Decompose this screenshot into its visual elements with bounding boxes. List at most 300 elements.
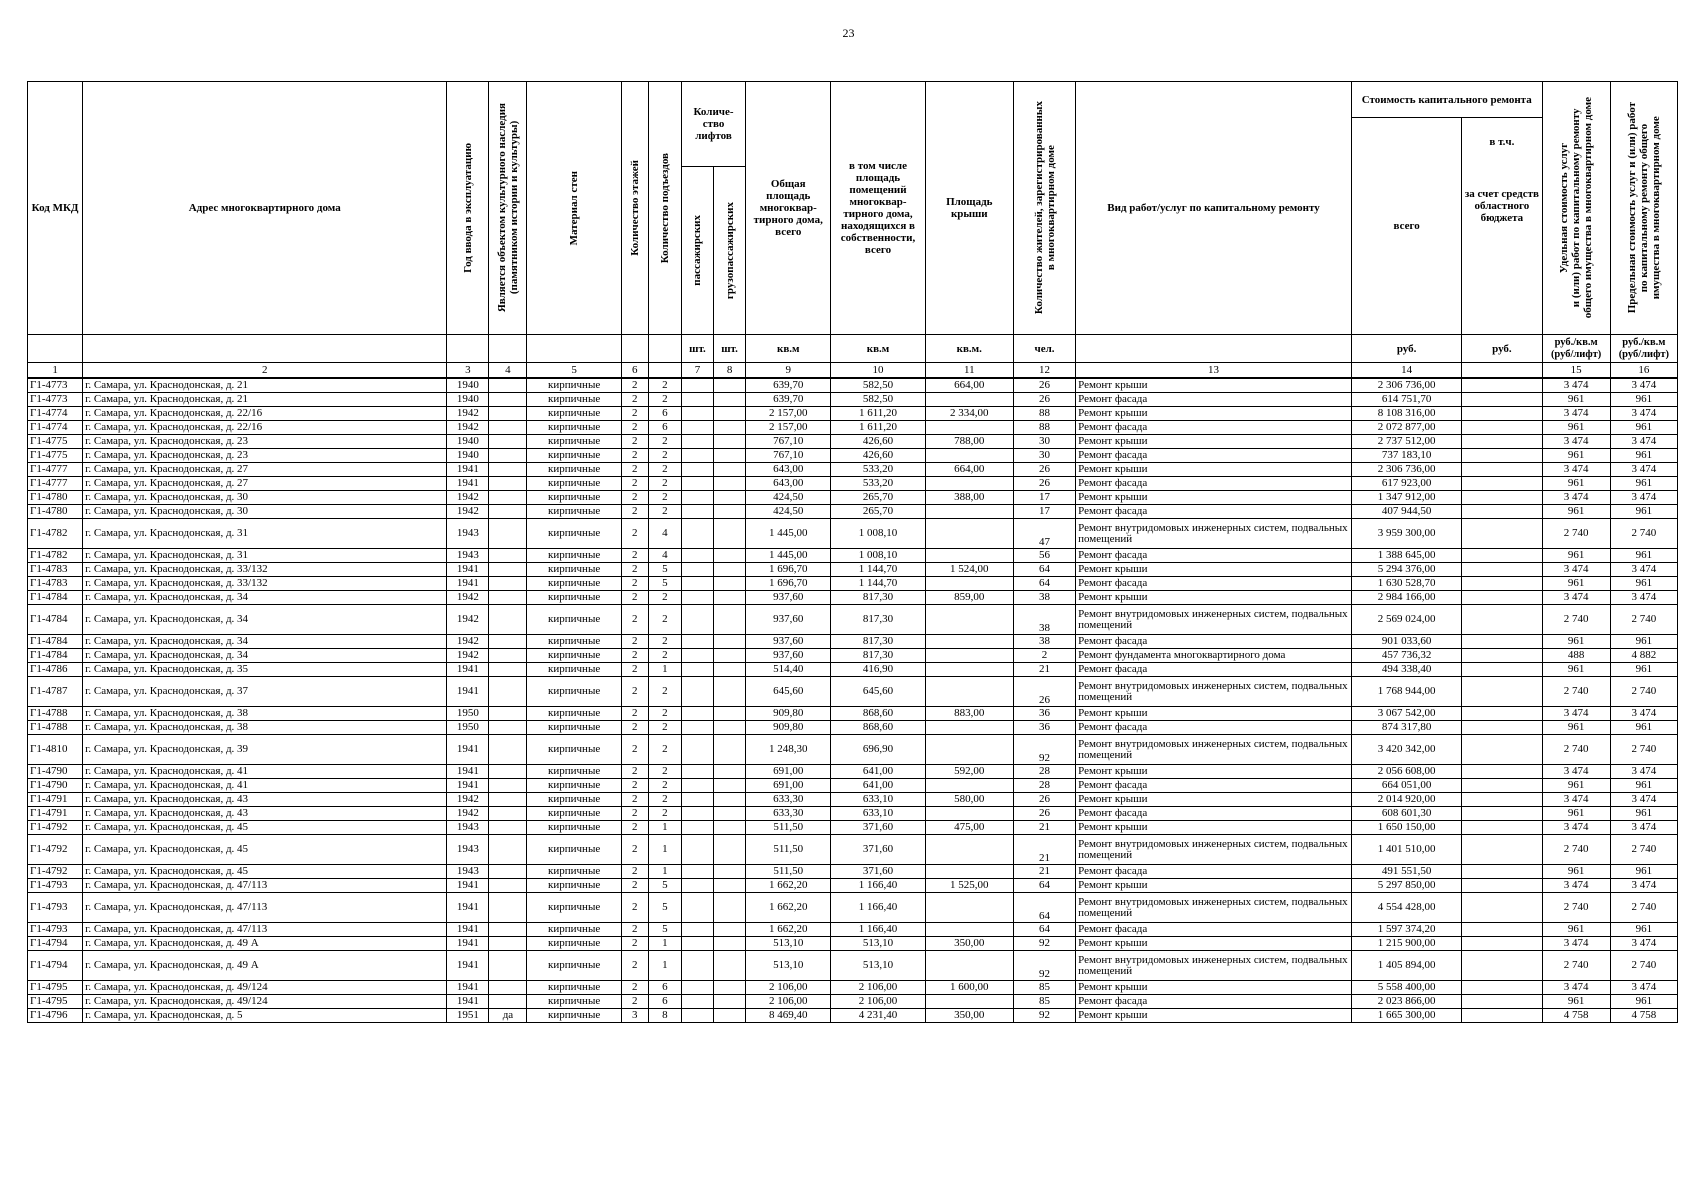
cell-heritage: да bbox=[489, 1009, 527, 1023]
cell-wall-material: кирпичные bbox=[527, 765, 621, 779]
cell-residents: 30 bbox=[1013, 449, 1075, 463]
cell-lifts-passenger bbox=[681, 821, 713, 835]
cell-mkd-code: Г1-4788 bbox=[28, 707, 83, 721]
cell-unit-cost: 3 474 bbox=[1542, 407, 1610, 421]
cell-owned-area: 633,10 bbox=[831, 793, 925, 807]
cell-roof-area bbox=[925, 393, 1013, 407]
cell-residents: 21 bbox=[1013, 865, 1075, 879]
cell-wall-material: кирпичные bbox=[527, 1009, 621, 1023]
cell-floors: 2 bbox=[621, 821, 648, 835]
table-row bbox=[28, 835, 1678, 865]
cell-owned-area: 2 106,00 bbox=[831, 995, 925, 1009]
column-number: 9 bbox=[746, 363, 831, 379]
cell-lifts-passenger bbox=[681, 865, 713, 879]
cell-mkd-code: Г1-4784 bbox=[28, 591, 83, 605]
cell-unit-cost: 3 474 bbox=[1542, 765, 1610, 779]
cell-unit-cost: 961 bbox=[1542, 865, 1610, 879]
cell-entrances: 2 bbox=[648, 378, 681, 393]
cell-entrances: 2 bbox=[648, 721, 681, 735]
cell-mkd-code: Г1-4782 bbox=[28, 519, 83, 549]
cell-lifts-cargo bbox=[714, 1009, 746, 1023]
cell-mkd-code: Г1-4786 bbox=[28, 663, 83, 677]
cell-floors: 2 bbox=[621, 663, 648, 677]
table-row bbox=[28, 635, 1678, 649]
cell-address: г. Самара, ул. Краснодонская, д. 35 bbox=[83, 663, 447, 677]
cell-floors: 2 bbox=[621, 721, 648, 735]
cell-address: г. Самара, ул. Краснодонская, д. 5 bbox=[83, 1009, 447, 1023]
cell-lifts-passenger bbox=[681, 378, 713, 393]
cell-lifts-passenger bbox=[681, 549, 713, 563]
cell-wall-material: кирпичные bbox=[527, 491, 621, 505]
cell-entrances: 2 bbox=[648, 463, 681, 477]
cell-floors: 2 bbox=[621, 591, 648, 605]
cell-heritage bbox=[489, 807, 527, 821]
cell-lifts-cargo bbox=[714, 635, 746, 649]
cell-total-area: 909,80 bbox=[746, 721, 831, 735]
cell-mkd-code: Г1-4775 bbox=[28, 435, 83, 449]
cell-year: 1940 bbox=[447, 393, 489, 407]
cell-lifts-cargo bbox=[714, 807, 746, 821]
cell-work-type: Ремонт крыши bbox=[1076, 821, 1352, 835]
cell-mkd-code: Г1-4793 bbox=[28, 879, 83, 893]
cell-unit-cost: 3 474 bbox=[1542, 707, 1610, 721]
cell-cost-regional bbox=[1462, 879, 1542, 893]
cell-wall-material: кирпичные bbox=[527, 393, 621, 407]
cell-roof-area: 350,00 bbox=[925, 1009, 1013, 1023]
cell-limit-cost: 961 bbox=[1610, 505, 1677, 519]
cell-address: г. Самара, ул. Краснодонская, д. 45 bbox=[83, 821, 447, 835]
cell-cost-total: 494 338,40 bbox=[1351, 663, 1461, 677]
header-year: Год ввода в эксплуатацию bbox=[461, 143, 474, 273]
cell-heritage bbox=[489, 393, 527, 407]
cell-floors: 2 bbox=[621, 393, 648, 407]
cell-year: 1942 bbox=[447, 491, 489, 505]
cell-heritage bbox=[489, 491, 527, 505]
cell-limit-cost: 961 bbox=[1610, 865, 1677, 879]
cell-address: г. Самара, ул. Краснодонская, д. 41 bbox=[83, 765, 447, 779]
cell-lifts-passenger bbox=[681, 765, 713, 779]
cell-year: 1940 bbox=[447, 435, 489, 449]
cell-owned-area: 426,60 bbox=[831, 449, 925, 463]
cell-entrances: 2 bbox=[648, 477, 681, 491]
unit-rub: руб. bbox=[1351, 335, 1461, 363]
cell-residents: 26 bbox=[1013, 807, 1075, 821]
cell-cost-total: 737 183,10 bbox=[1351, 449, 1461, 463]
cell-mkd-code: Г1-4791 bbox=[28, 793, 83, 807]
cell-owned-area: 371,60 bbox=[831, 821, 925, 835]
cell-entrances: 1 bbox=[648, 835, 681, 865]
cell-floors: 2 bbox=[621, 937, 648, 951]
cell-owned-area: 2 106,00 bbox=[831, 981, 925, 995]
cell-roof-area bbox=[925, 779, 1013, 793]
cell-lifts-passenger bbox=[681, 807, 713, 821]
cell-address: г. Самара, ул. Краснодонская, д. 30 bbox=[83, 505, 447, 519]
column-number: 1 bbox=[28, 363, 83, 379]
cell-residents: 26 bbox=[1013, 677, 1075, 707]
cell-unit-cost: 2 740 bbox=[1542, 951, 1610, 981]
cell-lifts-passenger bbox=[681, 563, 713, 577]
table-row bbox=[28, 937, 1678, 951]
cell-limit-cost: 2 740 bbox=[1610, 519, 1677, 549]
cell-cost-regional bbox=[1462, 721, 1542, 735]
table-row bbox=[28, 407, 1678, 421]
cell-address: г. Самара, ул. Краснодонская, д. 34 bbox=[83, 591, 447, 605]
cell-lifts-passenger bbox=[681, 407, 713, 421]
cell-lifts-cargo bbox=[714, 995, 746, 1009]
cell-roof-area bbox=[925, 835, 1013, 865]
cell-mkd-code: Г1-4792 bbox=[28, 821, 83, 835]
cell-work-type: Ремонт крыши bbox=[1076, 981, 1352, 995]
table-row bbox=[28, 463, 1678, 477]
cell-year: 1941 bbox=[447, 779, 489, 793]
cell-residents: 64 bbox=[1013, 563, 1075, 577]
cell-owned-area: 582,50 bbox=[831, 378, 925, 393]
cell-floors: 2 bbox=[621, 577, 648, 591]
cell-cost-total: 664 051,00 bbox=[1351, 779, 1461, 793]
cell-work-type: Ремонт фасада bbox=[1076, 923, 1352, 937]
cell-roof-area bbox=[925, 549, 1013, 563]
header-lifts-passenger: пассажирских bbox=[691, 215, 704, 286]
cell-year: 1950 bbox=[447, 707, 489, 721]
unit-people: чел. bbox=[1013, 335, 1075, 363]
cell-wall-material: кирпичные bbox=[527, 981, 621, 995]
cell-owned-area: 533,20 bbox=[831, 463, 925, 477]
cell-wall-material: кирпичные bbox=[527, 577, 621, 591]
cell-cost-total: 874 317,80 bbox=[1351, 721, 1461, 735]
cell-address: г. Самара, ул. Краснодонская, д. 33/132 bbox=[83, 563, 447, 577]
cell-mkd-code: Г1-4796 bbox=[28, 1009, 83, 1023]
cell-floors: 2 bbox=[621, 649, 648, 663]
cell-entrances: 1 bbox=[648, 951, 681, 981]
table-row bbox=[28, 549, 1678, 563]
cell-cost-total: 5 297 850,00 bbox=[1351, 879, 1461, 893]
cell-address: г. Самара, ул. Краснодонская, д. 34 bbox=[83, 649, 447, 663]
header-total-area: Общая площадь многоквар-тирного дома, всего bbox=[746, 82, 831, 335]
cell-heritage bbox=[489, 995, 527, 1009]
cell-lifts-cargo bbox=[714, 735, 746, 765]
cell-owned-area: 1 611,20 bbox=[831, 421, 925, 435]
cell-lifts-passenger bbox=[681, 923, 713, 937]
cell-cost-total: 901 033,60 bbox=[1351, 635, 1461, 649]
cell-work-type: Ремонт крыши bbox=[1076, 793, 1352, 807]
cell-heritage bbox=[489, 435, 527, 449]
cell-address: г. Самара, ул. Краснодонская, д. 45 bbox=[83, 865, 447, 879]
cell-year: 1941 bbox=[447, 879, 489, 893]
cell-entrances: 2 bbox=[648, 677, 681, 707]
cell-cost-regional bbox=[1462, 937, 1542, 951]
unit-rub: руб. bbox=[1462, 335, 1542, 363]
table-row bbox=[28, 865, 1678, 879]
cell-wall-material: кирпичные bbox=[527, 879, 621, 893]
cell-cost-regional bbox=[1462, 605, 1542, 635]
cell-lifts-passenger bbox=[681, 677, 713, 707]
cell-wall-material: кирпичные bbox=[527, 477, 621, 491]
cell-limit-cost: 3 474 bbox=[1610, 463, 1677, 477]
cell-address: г. Самара, ул. Краснодонская, д. 27 bbox=[83, 477, 447, 491]
cell-entrances: 1 bbox=[648, 865, 681, 879]
cell-heritage bbox=[489, 591, 527, 605]
cell-limit-cost: 961 bbox=[1610, 393, 1677, 407]
cell-owned-area: 1 008,10 bbox=[831, 549, 925, 563]
header-entrances: Количество подъездов bbox=[658, 152, 671, 264]
cell-work-type: Ремонт внутридомовых инженерных систем, подвальных помещений bbox=[1076, 893, 1352, 923]
cell-floors: 2 bbox=[621, 477, 648, 491]
cell-limit-cost: 3 474 bbox=[1610, 491, 1677, 505]
unit-sqm: кв.м bbox=[831, 335, 925, 363]
cell-residents: 17 bbox=[1013, 505, 1075, 519]
cell-residents: 47 bbox=[1013, 519, 1075, 549]
cell-cost-regional bbox=[1462, 407, 1542, 421]
cell-limit-cost: 961 bbox=[1610, 721, 1677, 735]
cell-entrances: 4 bbox=[648, 519, 681, 549]
cell-residents: 92 bbox=[1013, 937, 1075, 951]
cell-entrances: 1 bbox=[648, 821, 681, 835]
cell-mkd-code: Г1-4777 bbox=[28, 463, 83, 477]
capital-repair-table bbox=[27, 81, 1678, 1023]
cell-work-type: Ремонт внутридомовых инженерных систем, подвальных помещений bbox=[1076, 951, 1352, 981]
cell-unit-cost: 3 474 bbox=[1542, 435, 1610, 449]
cell-cost-regional bbox=[1462, 649, 1542, 663]
cell-floors: 2 bbox=[621, 865, 648, 879]
cell-limit-cost: 3 474 bbox=[1610, 981, 1677, 995]
cell-limit-cost: 961 bbox=[1610, 449, 1677, 463]
cell-year: 1941 bbox=[447, 477, 489, 491]
cell-floors: 2 bbox=[621, 995, 648, 1009]
cell-owned-area: 582,50 bbox=[831, 393, 925, 407]
cell-lifts-cargo bbox=[714, 879, 746, 893]
cell-cost-total: 2 056 608,00 bbox=[1351, 765, 1461, 779]
cell-residents: 64 bbox=[1013, 879, 1075, 893]
cell-lifts-cargo bbox=[714, 663, 746, 677]
cell-cost-total: 3 420 342,00 bbox=[1351, 735, 1461, 765]
cell-entrances: 2 bbox=[648, 765, 681, 779]
cell-year: 1942 bbox=[447, 605, 489, 635]
cell-roof-area bbox=[925, 951, 1013, 981]
cell-limit-cost: 961 bbox=[1610, 779, 1677, 793]
cell-total-area: 909,80 bbox=[746, 707, 831, 721]
cell-work-type: Ремонт фундамента многоквартирного дома bbox=[1076, 649, 1352, 663]
cell-total-area: 937,60 bbox=[746, 605, 831, 635]
cell-residents: 38 bbox=[1013, 635, 1075, 649]
cell-cost-total: 4 554 428,00 bbox=[1351, 893, 1461, 923]
cell-address: г. Самара, ул. Краснодонская, д. 49/124 bbox=[83, 995, 447, 1009]
unit-rub-per-sqm: руб./кв.м (руб/лифт) bbox=[1610, 335, 1677, 363]
cell-wall-material: кирпичные bbox=[527, 779, 621, 793]
cell-floors: 2 bbox=[621, 951, 648, 981]
header-cost-incl: в т.ч. bbox=[1489, 136, 1515, 148]
cell-year: 1941 bbox=[447, 765, 489, 779]
cell-roof-area: 592,00 bbox=[925, 765, 1013, 779]
cell-lifts-passenger bbox=[681, 491, 713, 505]
cell-work-type: Ремонт внутридомовых инженерных систем, подвальных помещений bbox=[1076, 677, 1352, 707]
cell-lifts-passenger bbox=[681, 793, 713, 807]
cell-lifts-passenger bbox=[681, 663, 713, 677]
cell-heritage bbox=[489, 779, 527, 793]
cell-work-type: Ремонт внутридомовых инженерных систем, подвальных помещений bbox=[1076, 605, 1352, 635]
cell-limit-cost: 961 bbox=[1610, 549, 1677, 563]
unit-pcs: шт. bbox=[714, 335, 746, 363]
cell-address: г. Самара, ул. Краснодонская, д. 22/16 bbox=[83, 421, 447, 435]
cell-wall-material: кирпичные bbox=[527, 505, 621, 519]
cell-address: г. Самара, ул. Краснодонская, д. 43 bbox=[83, 807, 447, 821]
cell-limit-cost: 961 bbox=[1610, 635, 1677, 649]
cell-total-area: 643,00 bbox=[746, 463, 831, 477]
cell-residents: 38 bbox=[1013, 591, 1075, 605]
cell-unit-cost: 3 474 bbox=[1542, 563, 1610, 577]
cell-address: г. Самара, ул. Краснодонская, д. 23 bbox=[83, 435, 447, 449]
cell-lifts-cargo bbox=[714, 378, 746, 393]
cell-cost-regional bbox=[1462, 563, 1542, 577]
cell-cost-total: 2 569 024,00 bbox=[1351, 605, 1461, 635]
cell-mkd-code: Г1-4794 bbox=[28, 937, 83, 951]
table-row bbox=[28, 1009, 1678, 1023]
cell-entrances: 1 bbox=[648, 663, 681, 677]
cell-work-type: Ремонт фасада bbox=[1076, 635, 1352, 649]
cell-lifts-cargo bbox=[714, 421, 746, 435]
cell-year: 1942 bbox=[447, 649, 489, 663]
cell-wall-material: кирпичные bbox=[527, 807, 621, 821]
cell-lifts-cargo bbox=[714, 865, 746, 879]
cell-mkd-code: Г1-4794 bbox=[28, 951, 83, 981]
table-row bbox=[28, 807, 1678, 821]
cell-entrances: 2 bbox=[648, 605, 681, 635]
cell-roof-area: 859,00 bbox=[925, 591, 1013, 605]
cell-address: г. Самара, ул. Краснодонская, д. 49/124 bbox=[83, 981, 447, 995]
cell-limit-cost: 961 bbox=[1610, 421, 1677, 435]
cell-heritage bbox=[489, 707, 527, 721]
cell-heritage bbox=[489, 735, 527, 765]
cell-mkd-code: Г1-4774 bbox=[28, 421, 83, 435]
column-number: 7 bbox=[681, 363, 713, 379]
cell-entrances: 4 bbox=[648, 549, 681, 563]
cell-roof-area: 664,00 bbox=[925, 378, 1013, 393]
cell-mkd-code: Г1-4788 bbox=[28, 721, 83, 735]
cell-total-area: 937,60 bbox=[746, 591, 831, 605]
cell-lifts-cargo bbox=[714, 893, 746, 923]
cell-floors: 2 bbox=[621, 378, 648, 393]
cell-lifts-cargo bbox=[714, 923, 746, 937]
cell-unit-cost: 4 758 bbox=[1542, 1009, 1610, 1023]
cell-floors: 2 bbox=[621, 793, 648, 807]
header-floors: Количество этажей bbox=[628, 160, 641, 256]
cell-year: 1941 bbox=[447, 893, 489, 923]
cell-entrances: 1 bbox=[648, 937, 681, 951]
cell-year: 1943 bbox=[447, 821, 489, 835]
cell-cost-regional bbox=[1462, 951, 1542, 981]
cell-mkd-code: Г1-4773 bbox=[28, 378, 83, 393]
cell-owned-area: 416,90 bbox=[831, 663, 925, 677]
cell-address: г. Самара, ул. Краснодонская, д. 49 А bbox=[83, 937, 447, 951]
cell-floors: 2 bbox=[621, 893, 648, 923]
cell-total-area: 1 662,20 bbox=[746, 879, 831, 893]
cell-cost-total: 1 597 374,20 bbox=[1351, 923, 1461, 937]
cell-limit-cost: 4 882 bbox=[1610, 649, 1677, 663]
column-number: 15 bbox=[1542, 363, 1610, 379]
cell-entrances: 8 bbox=[648, 1009, 681, 1023]
cell-unit-cost: 961 bbox=[1542, 477, 1610, 491]
cell-entrances: 2 bbox=[648, 635, 681, 649]
cell-lifts-passenger bbox=[681, 879, 713, 893]
cell-entrances: 2 bbox=[648, 393, 681, 407]
cell-limit-cost: 4 758 bbox=[1610, 1009, 1677, 1023]
cell-wall-material: кирпичные bbox=[527, 649, 621, 663]
cell-total-area: 2 157,00 bbox=[746, 407, 831, 421]
cell-wall-material: кирпичные bbox=[527, 735, 621, 765]
cell-residents: 26 bbox=[1013, 463, 1075, 477]
cell-residents: 36 bbox=[1013, 721, 1075, 735]
cell-address: г. Самара, ул. Краснодонская, д. 37 bbox=[83, 677, 447, 707]
cell-lifts-passenger bbox=[681, 835, 713, 865]
cell-limit-cost: 3 474 bbox=[1610, 707, 1677, 721]
cell-unit-cost: 2 740 bbox=[1542, 605, 1610, 635]
cell-owned-area: 641,00 bbox=[831, 765, 925, 779]
cell-floors: 2 bbox=[621, 635, 648, 649]
table-row bbox=[28, 735, 1678, 765]
cell-cost-regional bbox=[1462, 807, 1542, 821]
cell-roof-area bbox=[925, 635, 1013, 649]
cell-roof-area: 883,00 bbox=[925, 707, 1013, 721]
table-row bbox=[28, 477, 1678, 491]
column-number: 5 bbox=[527, 363, 621, 379]
table-row bbox=[28, 591, 1678, 605]
cell-heritage bbox=[489, 821, 527, 835]
cell-address: г. Самара, ул. Краснодонская, д. 49 А bbox=[83, 951, 447, 981]
cell-roof-area bbox=[925, 721, 1013, 735]
cell-floors: 2 bbox=[621, 435, 648, 449]
cell-roof-area: 475,00 bbox=[925, 821, 1013, 835]
cell-lifts-passenger bbox=[681, 477, 713, 491]
cell-unit-cost: 488 bbox=[1542, 649, 1610, 663]
cell-owned-area: 4 231,40 bbox=[831, 1009, 925, 1023]
cell-heritage bbox=[489, 519, 527, 549]
cell-cost-total: 1 768 944,00 bbox=[1351, 677, 1461, 707]
cell-floors: 2 bbox=[621, 707, 648, 721]
cell-cost-total: 5 294 376,00 bbox=[1351, 563, 1461, 577]
cell-lifts-cargo bbox=[714, 519, 746, 549]
cell-wall-material: кирпичные bbox=[527, 821, 621, 835]
cell-owned-area: 533,20 bbox=[831, 477, 925, 491]
cell-owned-area: 1 144,70 bbox=[831, 577, 925, 591]
cell-cost-regional bbox=[1462, 577, 1542, 591]
cell-cost-total: 3 067 542,00 bbox=[1351, 707, 1461, 721]
cell-lifts-cargo bbox=[714, 981, 746, 995]
cell-floors: 3 bbox=[621, 1009, 648, 1023]
cell-mkd-code: Г1-4775 bbox=[28, 449, 83, 463]
cell-work-type: Ремонт внутридомовых инженерных систем, подвальных помещений bbox=[1076, 735, 1352, 765]
cell-total-area: 424,50 bbox=[746, 491, 831, 505]
cell-limit-cost: 961 bbox=[1610, 577, 1677, 591]
cell-heritage bbox=[489, 549, 527, 563]
cell-cost-total: 1 630 528,70 bbox=[1351, 577, 1461, 591]
cell-limit-cost: 961 bbox=[1610, 477, 1677, 491]
cell-owned-area: 868,60 bbox=[831, 721, 925, 735]
cell-wall-material: кирпичные bbox=[527, 463, 621, 477]
cell-address: г. Самара, ул. Краснодонская, д. 34 bbox=[83, 605, 447, 635]
cell-unit-cost: 961 bbox=[1542, 923, 1610, 937]
table-row bbox=[28, 893, 1678, 923]
cell-wall-material: кирпичные bbox=[527, 635, 621, 649]
cell-floors: 2 bbox=[621, 807, 648, 821]
cell-entrances: 2 bbox=[648, 707, 681, 721]
cell-residents: 30 bbox=[1013, 435, 1075, 449]
cell-total-area: 424,50 bbox=[746, 505, 831, 519]
column-number: 16 bbox=[1610, 363, 1677, 379]
cell-residents: 64 bbox=[1013, 577, 1075, 591]
cell-total-area: 2 106,00 bbox=[746, 995, 831, 1009]
cell-address: г. Самара, ул. Краснодонская, д. 43 bbox=[83, 793, 447, 807]
cell-limit-cost: 3 474 bbox=[1610, 591, 1677, 605]
cell-work-type: Ремонт крыши bbox=[1076, 707, 1352, 721]
